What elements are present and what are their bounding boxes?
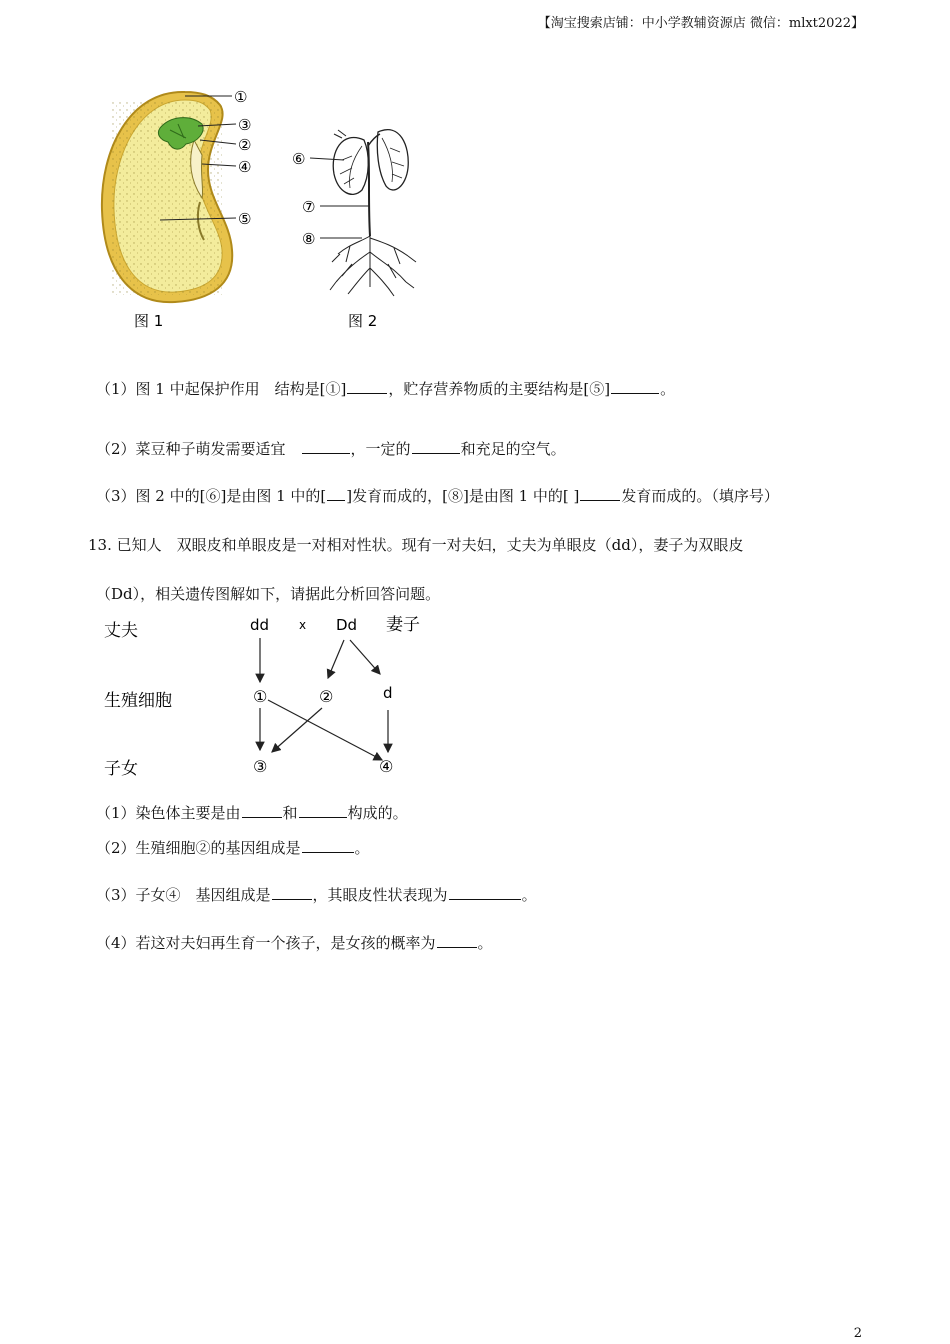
q13-part2: （2）生殖细胞②的基因组成是 。 — [96, 839, 370, 857]
child-4: ④ — [379, 757, 394, 776]
answer-blank[interactable] — [437, 932, 477, 948]
q13-stem-line1: 13. 已知人 双眼皮和单眼皮是一对相对性状。现有一对夫妇，丈夫为单眼皮（dd），妻子为双眼皮 — [88, 536, 744, 554]
page-header: 【淘宝搜索店铺：中小学教辅资源店 微信：mlxt2022】 — [537, 16, 864, 31]
answer-blank[interactable] — [242, 802, 282, 818]
inheritance-diagram — [96, 608, 456, 786]
answer-blank[interactable] — [302, 837, 354, 853]
answer-blank[interactable] — [347, 378, 387, 394]
leaf-left — [333, 138, 368, 195]
stem — [368, 142, 370, 236]
seed-figure — [90, 80, 290, 340]
row-label-husband: 丈夫 — [104, 621, 138, 641]
seedling-label-6: ⑥ — [292, 150, 306, 168]
answer-blank[interactable] — [449, 884, 521, 900]
husband-genotype: dd — [250, 616, 270, 634]
arrow — [350, 640, 380, 674]
answer-blank[interactable] — [299, 802, 347, 818]
q12-part2: （2）菜豆种子萌发需要适宜 ，一定的 和充足的空气。 — [96, 440, 566, 458]
q13-part1: （1）染色体主要是由 和 构成的。 — [96, 804, 408, 822]
seedling-figure — [290, 112, 440, 340]
wife-label: 妻子 — [386, 615, 420, 635]
q13-part3: （3）子女④ 基因组成是 ，其眼皮性状表现为 。 — [96, 886, 537, 904]
seedling-label-7: ⑦ — [302, 198, 316, 216]
arrow — [328, 640, 344, 678]
figure2-caption: 图 2 — [348, 312, 378, 330]
seed-label-4: ④ — [238, 158, 252, 176]
child-3: ③ — [253, 757, 268, 776]
q13-stem-line2: （Dd），相关遗传图解如下，请据此分析回答问题。 — [96, 585, 441, 603]
answer-blank[interactable] — [580, 485, 620, 501]
answer-blank[interactable] — [302, 438, 350, 454]
answer-blank[interactable] — [272, 884, 312, 900]
wife-genotype: Dd — [336, 616, 358, 634]
gamete-1: ① — [253, 687, 268, 706]
roots — [330, 232, 416, 296]
answer-blank[interactable] — [611, 378, 659, 394]
seed-label-5: ⑤ — [238, 210, 252, 228]
arrow — [268, 700, 382, 760]
seedling-label-8: ⑧ — [302, 230, 316, 248]
leaf-right — [377, 130, 408, 190]
q13-part4: （4）若这对夫妇再生育一个孩子，是女孩的概率为 。 — [96, 934, 493, 952]
row-label-child: 子女 — [104, 759, 138, 779]
q12-part1: （1）图 1 中起保护作用 结构是[①] ，贮存营养物质的主要结构是[⑤] 。 — [96, 380, 676, 398]
figure1-caption: 图 1 — [134, 312, 164, 330]
cross-symbol: x — [299, 618, 307, 632]
answer-blank[interactable] — [412, 438, 460, 454]
q12-part3: （3）图 2 中的[⑥]是由图 1 中的[ ]发育而成的，[⑧]是由图 1 中的[ ] 发育而成的。（填序号） — [96, 487, 779, 505]
seed-label-1: ① — [234, 88, 248, 106]
answer-blank[interactable] — [327, 485, 345, 501]
seed-label-3: ③ — [238, 116, 252, 134]
gamete-2: ② — [319, 687, 334, 706]
page-number: 2 — [853, 1326, 862, 1341]
gamete-3: d — [383, 684, 393, 702]
seed-label-2: ② — [238, 136, 252, 154]
row-label-gamete: 生殖细胞 — [104, 691, 172, 711]
